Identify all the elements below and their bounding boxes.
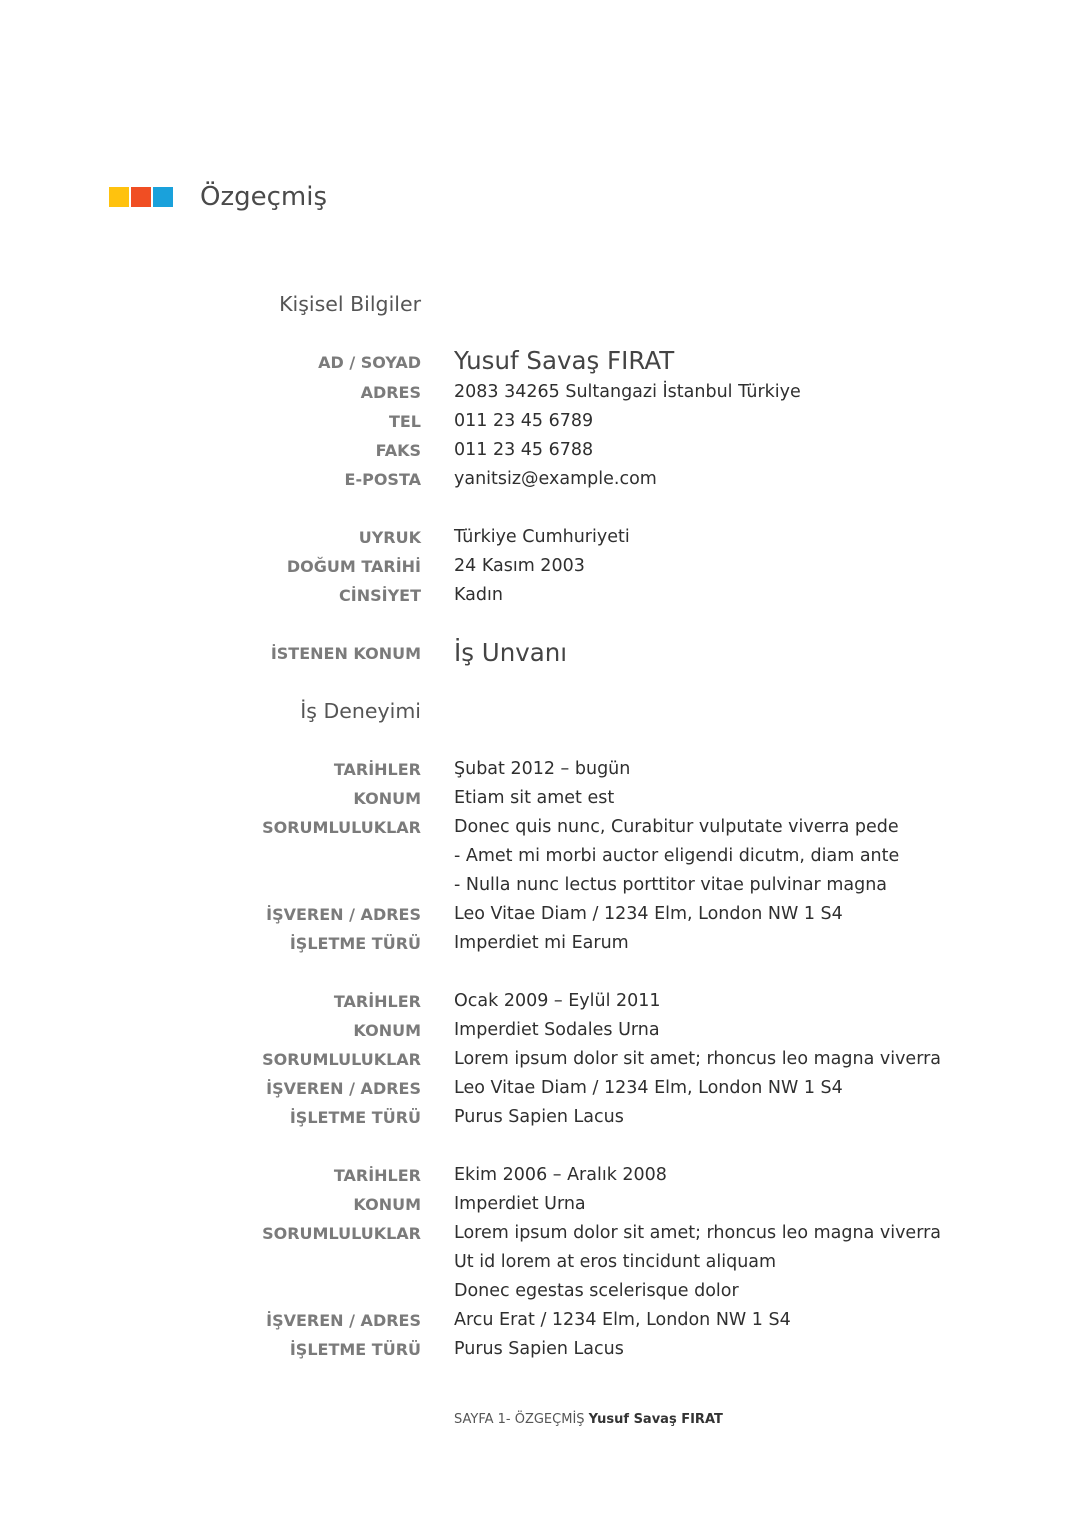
- job-responsibility-line: Ut id lorem at eros tincidunt aliquam: [454, 1252, 777, 1272]
- row-nationality: [0, 523, 1080, 552]
- row-fax: [0, 436, 1080, 465]
- job-1-business-type-row: [0, 929, 1080, 958]
- document-title: Özgeçmiş: [200, 182, 328, 212]
- business-type-label: İŞLETME TÜRÜ: [289, 934, 421, 953]
- job-dates: Ekim 2006 – Aralık 2008: [454, 1165, 667, 1185]
- desired-position-value: İş Unvanı: [454, 638, 568, 667]
- job-3-position-row: [0, 1190, 1080, 1219]
- page-footer: [454, 1410, 723, 1430]
- nationality-value: Türkiye Cumhuriyeti: [454, 527, 630, 547]
- phone-label: TEL: [388, 412, 421, 431]
- responsibilities-label: SORUMLULUKLAR: [262, 1224, 421, 1243]
- footer-prefix: SAYFA 1- ÖZGEÇMİŞ: [454, 1412, 585, 1427]
- employer-label: İŞVEREN / ADRES: [266, 905, 421, 924]
- job-responsibility-line: Lorem ipsum dolor sit amet; rhoncus leo magna viverra: [454, 1223, 942, 1243]
- job-2-dates-row: [0, 987, 1080, 1016]
- dates-label: TARİHLER: [333, 1166, 421, 1185]
- row-name: [0, 348, 1080, 377]
- employer-label: İŞVEREN / ADRES: [266, 1311, 421, 1330]
- logo-square-blue: [153, 187, 173, 207]
- row-birthdate: [0, 552, 1080, 581]
- job-position: Imperdiet Urna: [454, 1194, 586, 1214]
- job-1-responsibilities-row-2: [0, 842, 1080, 871]
- footer-name: Yusuf Savaş FIRAT: [588, 1412, 723, 1427]
- gender-label: CİNSİYET: [339, 586, 421, 605]
- employer-label: İŞVEREN / ADRES: [266, 1079, 421, 1098]
- email-value: yanitsiz@example.com: [454, 469, 657, 489]
- row-phone: [0, 407, 1080, 436]
- section-heading-experience: İş Deneyimi: [300, 699, 421, 723]
- birthdate-label: DOĞUM TARİHİ: [286, 557, 421, 576]
- job-employer: Leo Vitae Diam / 1234 Elm, London NW 1 S4: [454, 904, 843, 924]
- job-responsibility-line: Donec quis nunc, Curabitur vulputate viverra pede: [454, 817, 899, 837]
- job-3-employer-row: [0, 1306, 1080, 1335]
- position-label: KONUM: [353, 1021, 421, 1040]
- job-1-responsibilities-row-3: [0, 871, 1080, 900]
- job-2-position-row: [0, 1016, 1080, 1045]
- position-label: KONUM: [353, 789, 421, 808]
- dates-label: TARİHLER: [333, 992, 421, 1011]
- responsibilities-label: SORUMLULUKLAR: [262, 1050, 421, 1069]
- dates-label: TARİHLER: [333, 760, 421, 779]
- phone-value: 011 23 45 6789: [454, 411, 594, 431]
- job-3-responsibilities-row-2: [0, 1248, 1080, 1277]
- row-gender: [0, 581, 1080, 610]
- job-3-business-type-row: [0, 1335, 1080, 1364]
- fax-value: 011 23 45 6788: [454, 440, 594, 460]
- job-employer: Arcu Erat / 1234 Elm, London NW 1 S4: [454, 1310, 791, 1330]
- gender-value: Kadın: [454, 585, 503, 605]
- logo-squares: [109, 187, 173, 207]
- job-position: Etiam sit amet est: [454, 788, 615, 808]
- job-3-dates-row: [0, 1161, 1080, 1190]
- job-1-employer-row: [0, 900, 1080, 929]
- job-1-position-row: [0, 784, 1080, 813]
- email-label: E-POSTA: [344, 470, 421, 489]
- full-name: Yusuf Savaş FIRAT: [454, 346, 675, 375]
- name-label: AD / SOYAD: [318, 353, 421, 372]
- position-label: KONUM: [353, 1195, 421, 1214]
- row-email: [0, 465, 1080, 494]
- job-1-dates-row: [0, 755, 1080, 784]
- job-business-type: Purus Sapien Lacus: [454, 1107, 624, 1127]
- business-type-label: İŞLETME TÜRÜ: [289, 1340, 421, 1359]
- business-type-label: İŞLETME TÜRÜ: [289, 1108, 421, 1127]
- job-2-employer-row: [0, 1074, 1080, 1103]
- job-2-business-type-row: [0, 1103, 1080, 1132]
- job-2-responsibilities-row: [0, 1045, 1080, 1074]
- birthdate-value: 24 Kasım 2003: [454, 556, 585, 576]
- logo-square-red: [131, 187, 151, 207]
- row-desired-position: [0, 639, 1080, 668]
- job-3-responsibilities-row-3: [0, 1277, 1080, 1306]
- nationality-label: UYRUK: [358, 528, 421, 547]
- job-3-responsibilities-row: [0, 1219, 1080, 1248]
- fax-label: FAKS: [375, 441, 421, 460]
- job-responsibility-line: - Nulla nunc lectus porttitor vitae pulvinar magna: [454, 875, 888, 895]
- job-responsibility-line: - Amet mi morbi auctor eligendi dicutm, diam ante: [454, 846, 900, 866]
- job-responsibility-line: Lorem ipsum dolor sit amet; rhoncus leo magna viverra: [454, 1049, 942, 1069]
- address-label: ADRES: [360, 383, 421, 402]
- job-business-type: Imperdiet mi Earum: [454, 933, 629, 953]
- job-dates: Ocak 2009 – Eylül 2011: [454, 991, 661, 1011]
- desired-position-label: İSTENEN KONUM: [270, 644, 421, 663]
- job-1-responsibilities-row: [0, 813, 1080, 842]
- row-address: [0, 378, 1080, 407]
- responsibilities-label: SORUMLULUKLAR: [262, 818, 421, 837]
- job-employer: Leo Vitae Diam / 1234 Elm, London NW 1 S4: [454, 1078, 843, 1098]
- job-dates: Şubat 2012 – bugün: [454, 759, 631, 779]
- section-heading-personal: Kişisel Bilgiler: [279, 292, 421, 316]
- job-business-type: Purus Sapien Lacus: [454, 1339, 624, 1359]
- job-position: Imperdiet Sodales Urna: [454, 1020, 660, 1040]
- job-responsibility-line: Donec egestas scelerisque dolor: [454, 1281, 739, 1301]
- logo-square-yellow: [109, 187, 129, 207]
- address-value: 2083 34265 Sultangazi İstanbul Türkiye: [454, 382, 801, 402]
